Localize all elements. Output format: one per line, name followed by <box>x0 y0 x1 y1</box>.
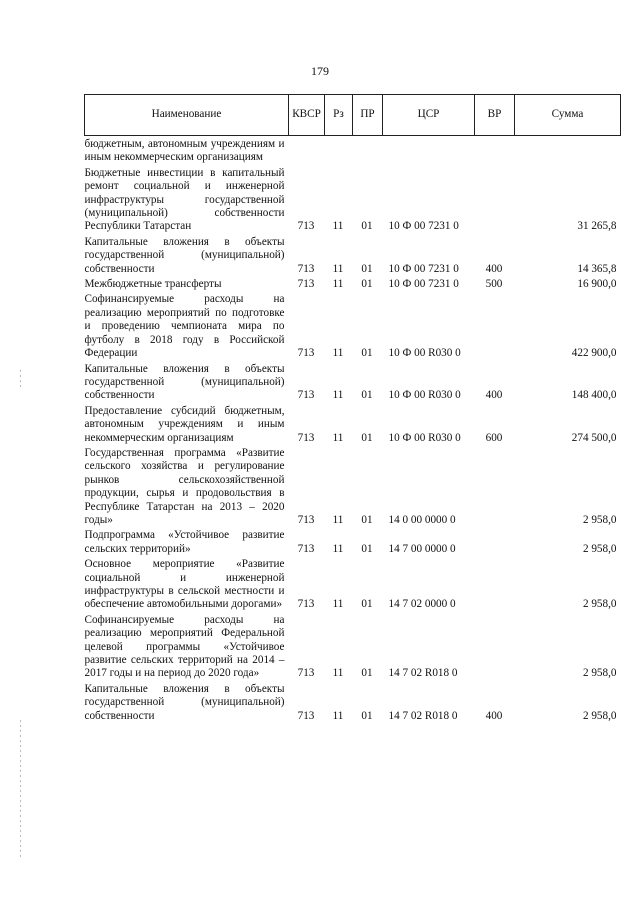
header-pr: ПР <box>353 95 383 136</box>
cell-rz: 11 <box>332 262 344 275</box>
cell-vr <box>475 556 515 612</box>
cell-name: Капитальные вложения в объекты государственной (муниципальной) собственности <box>84 362 285 402</box>
cell-kvsr: 713 <box>297 431 315 444</box>
cell-kvsr: 713 <box>297 389 315 402</box>
cell-kvsr: 713 <box>297 278 315 291</box>
table-row <box>85 556 621 612</box>
scan-artifact <box>20 720 21 860</box>
cell-csr: 14 7 00 0000 0 <box>388 542 456 555</box>
header-sum: Сумма <box>515 95 621 136</box>
cell-csr: 10 Ф 00 R030 0 <box>388 431 461 444</box>
cell-rz <box>325 136 353 165</box>
scan-artifact <box>20 370 21 390</box>
table-row <box>85 361 621 403</box>
cell-rz: 11 <box>332 347 344 360</box>
cell-kvsr: 713 <box>297 667 315 680</box>
table-header <box>85 95 621 136</box>
cell-vr: 400 <box>485 709 503 722</box>
header-name: Наименование <box>85 95 289 136</box>
cell-pr: 01 <box>361 542 373 555</box>
cell-kvsr: 713 <box>297 347 315 360</box>
cell-csr: 10 Ф 00 7231 0 <box>388 278 459 291</box>
cell-sum <box>515 136 621 165</box>
cell-pr: 01 <box>361 598 373 611</box>
cell-csr: 14 7 02 R018 0 <box>388 667 458 680</box>
cell-sum: 422 900,0 <box>571 347 617 360</box>
cell-pr: 01 <box>361 347 373 360</box>
cell-sum: 16 900,0 <box>577 278 617 291</box>
cell-sum: 31 265,8 <box>577 220 617 233</box>
cell-kvsr: 713 <box>297 513 315 526</box>
cell-vr: 500 <box>485 278 503 291</box>
cell-name: Основное мероприятие «Развитие социальной и инженерной инфраструктуры в сельской местности и обеспечение автомобильными дорогами» <box>84 558 285 611</box>
cell-sum: 2 958,0 <box>582 513 617 526</box>
cell-vr: 400 <box>485 389 503 402</box>
cell-rz: 11 <box>332 709 344 722</box>
cell-pr: 01 <box>361 220 373 233</box>
table-row <box>85 527 621 556</box>
table-row <box>85 165 621 234</box>
cell-csr: 14 7 02 R018 0 <box>388 709 458 722</box>
cell-rz: 11 <box>332 542 344 555</box>
table-row <box>85 276 621 291</box>
cell-sum: 14 365,8 <box>577 262 617 275</box>
cell-kvsr: 713 <box>297 262 315 275</box>
cell-pr: 01 <box>361 278 373 291</box>
cell-name: Государственная программа «Развитие сельского хозяйства и регулирование рынков сельскохозяйственной продукции, сырья и продовольствия в Республике Татарстан на 2013 – 2020 годы» <box>84 446 285 526</box>
cell-rz: 11 <box>332 278 344 291</box>
header-vr: ВР <box>475 95 515 136</box>
cell-vr <box>475 165 515 234</box>
cell-csr: 10 Ф 00 7231 0 <box>388 220 459 233</box>
cell-csr: 10 Ф 00 R030 0 <box>388 389 461 402</box>
cell-rz: 11 <box>332 513 344 526</box>
page-number: 179 <box>311 64 329 78</box>
table-body <box>85 136 621 724</box>
cell-kvsr <box>289 136 325 165</box>
table-row <box>85 681 621 723</box>
cell-rz: 11 <box>332 598 344 611</box>
cell-pr: 01 <box>361 667 373 680</box>
cell-vr <box>475 445 515 527</box>
header-csr: ЦСР <box>383 95 475 136</box>
cell-name: бюджетным, автономным учреждениям и иным некоммерческим организациям <box>84 138 285 164</box>
cell-vr <box>475 612 515 681</box>
cell-rz: 11 <box>332 431 344 444</box>
cell-name: Софинансируемые расходы на реализацию мероприятий по подготовке и проведению чемпионата мира по футболу в 2018 году в Российской Федерации <box>84 293 285 360</box>
cell-rz: 11 <box>332 220 344 233</box>
table-row <box>85 445 621 527</box>
cell-csr: 14 7 02 0000 0 <box>388 598 456 611</box>
table-row <box>85 136 621 165</box>
cell-kvsr: 713 <box>297 220 315 233</box>
cell-name: Предоставление субсидий бюджетным, автономным учреждениям и иным некоммерческим организациям <box>84 404 285 444</box>
table-row <box>85 291 621 360</box>
cell-vr: 600 <box>485 431 503 444</box>
cell-sum: 2 958,0 <box>582 598 617 611</box>
cell-pr: 01 <box>361 513 373 526</box>
cell-csr <box>383 136 475 165</box>
cell-name: Софинансируемые расходы на реализацию мероприятий Федеральной целевой программы «Устойчивое развитие сельских территорий на 2014 – 2017 годы и на период до 2020 года» <box>84 613 285 680</box>
cell-name: Бюджетные инвестиции в капитальный ремонт социальной и инженерной инфраструктуры государственной (муниципальной) собственности Республики Татарстан <box>84 166 285 233</box>
cell-vr <box>475 291 515 360</box>
cell-pr: 01 <box>361 389 373 402</box>
cell-sum: 2 958,0 <box>582 709 617 722</box>
budget-table <box>84 94 621 723</box>
cell-sum: 274 500,0 <box>571 431 617 444</box>
cell-rz: 11 <box>332 389 344 402</box>
cell-pr: 01 <box>361 709 373 722</box>
cell-vr: 400 <box>485 262 503 275</box>
cell-pr <box>353 136 383 165</box>
header-rz: Рз <box>325 95 353 136</box>
cell-csr: 10 Ф 00 7231 0 <box>388 262 459 275</box>
table-row <box>85 234 621 276</box>
cell-sum: 148 400,0 <box>571 389 617 402</box>
cell-sum: 2 958,0 <box>582 667 617 680</box>
cell-kvsr: 713 <box>297 542 315 555</box>
cell-pr: 01 <box>361 431 373 444</box>
cell-name: Капитальные вложения в объекты государственной (муниципальной) собственности <box>84 235 285 275</box>
cell-name: Капитальные вложения в объекты государственной (муниципальной) собственности <box>84 682 285 722</box>
cell-csr: 14 0 00 0000 0 <box>388 513 456 526</box>
table-row <box>85 403 621 445</box>
table-row <box>85 612 621 681</box>
cell-name: Межбюджетные трансферты <box>84 278 222 291</box>
cell-rz: 11 <box>332 667 344 680</box>
cell-sum: 2 958,0 <box>582 542 617 555</box>
cell-vr <box>475 527 515 556</box>
cell-csr: 10 Ф 00 R030 0 <box>388 347 461 360</box>
cell-kvsr: 713 <box>297 598 315 611</box>
cell-vr <box>475 136 515 165</box>
cell-kvsr: 713 <box>297 709 315 722</box>
cell-pr: 01 <box>361 262 373 275</box>
cell-name: Подпрограмма «Устойчивое развитие сельских территорий» <box>84 529 285 555</box>
header-kvsr: КВСР <box>289 95 325 136</box>
